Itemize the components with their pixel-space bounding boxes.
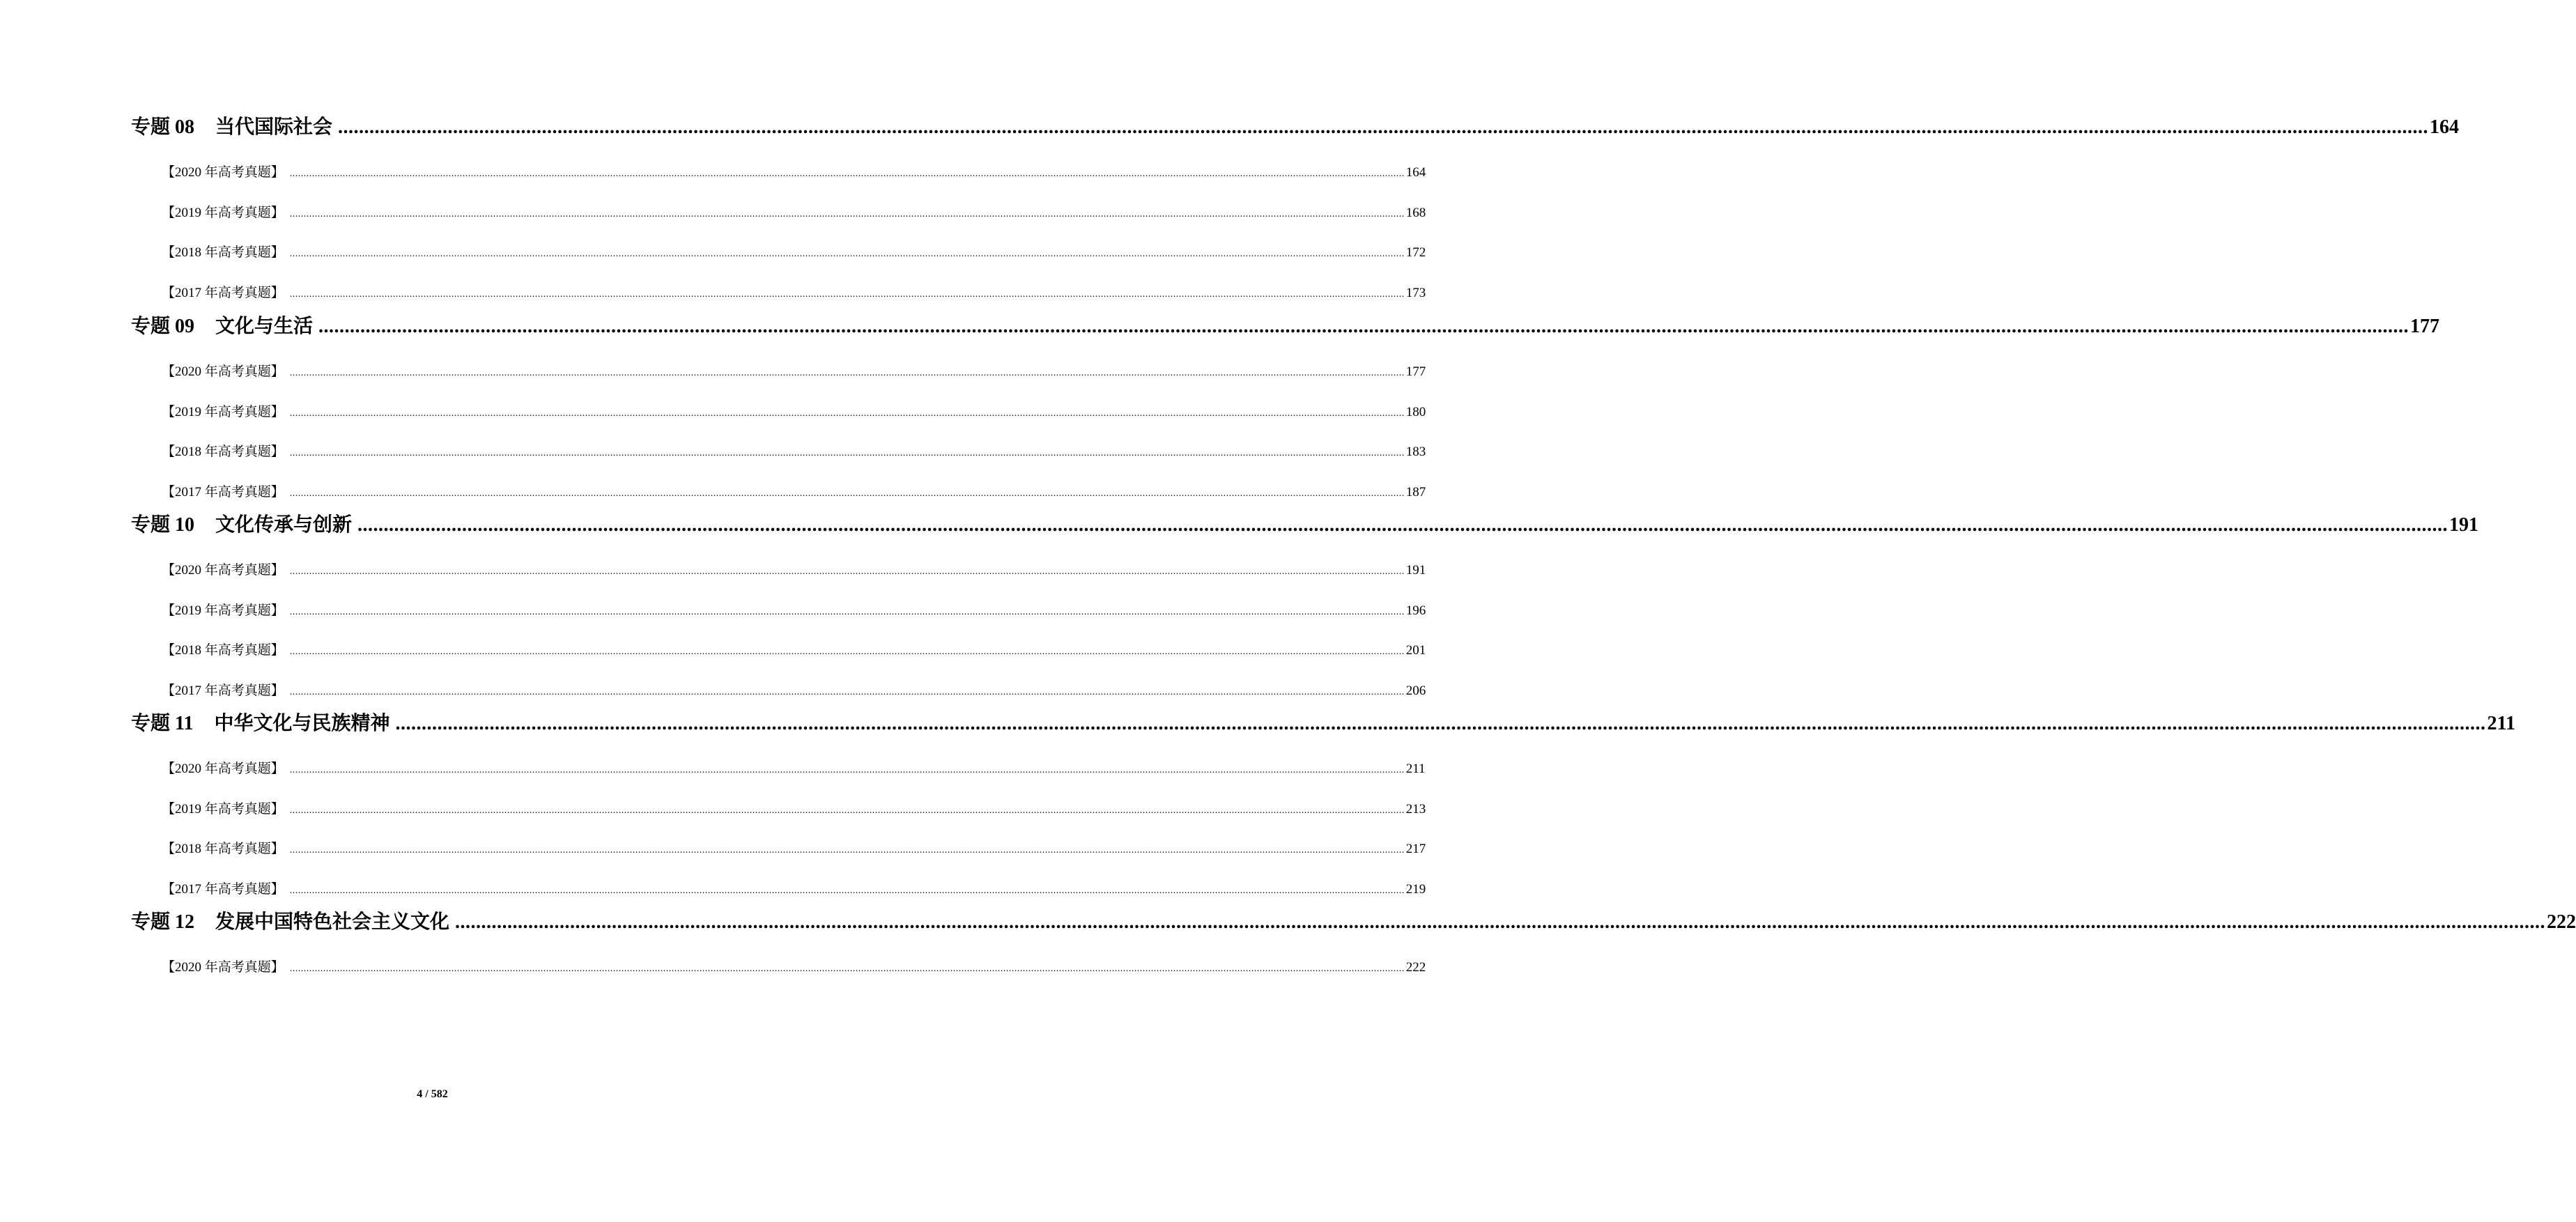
toc-section-entry[interactable] [162,242,1426,261]
dot-leader: ................................................................................................................................................................................................................................................................................................................................................................................................................ [289,885,1405,896]
chapter-page-number: 222 [2547,911,2576,933]
dot-leader: ................................................................................................................................................................................................................................................................................................................................................................................................................ [289,368,1405,378]
toc-section-entry[interactable] [162,838,1426,858]
toc-chapter-entry[interactable] [131,311,2440,339]
section-page-number: 213 [1405,801,1426,817]
chapter-title: 中华文化与民族精神 [214,713,390,734]
toc-section-entry[interactable] [162,600,1426,619]
dot-leader: ................................................................................................................................................................................................................................................................................................................................................................................................................ [455,911,2546,933]
toc-section-entry[interactable] [162,441,1426,461]
section-title: 【2017 年高考真题】 [162,881,284,897]
toc-section-entry[interactable] [162,481,1426,501]
section-title: 【2018 年高考真题】 [162,643,284,658]
section-title: 【2019 年高考真题】 [162,603,284,618]
toc-section-entry[interactable] [162,758,1426,778]
dot-leader: ................................................................................................................................................................................................................................................................................................................................................................................................................ [289,805,1405,816]
dot-leader: ................................................................................................................................................................................................................................................................................................................................................................................................................ [289,845,1405,856]
toc-section-entry[interactable] [162,202,1426,222]
toc-section-entry[interactable] [162,401,1426,421]
section-title: 【2019 年高考真题】 [162,404,284,419]
section-page-number: 164 [1405,165,1426,180]
section-title: 【2018 年高考真题】 [162,444,284,459]
toc-chapter-entry[interactable] [131,509,2479,537]
section-page-number: 201 [1405,643,1426,658]
section-title: 【2020 年高考真题】 [162,165,284,180]
section-title: 【2018 年高考真题】 [162,842,284,856]
dot-leader: ................................................................................................................................................................................................................................................................................................................................................................................................................ [289,566,1405,577]
section-title: 【2018 年高考真题】 [162,245,284,260]
toc-chapter-entry[interactable] [131,906,2576,934]
toc-chapter-entry[interactable] [131,708,2515,736]
dot-leader: ................................................................................................................................................................................................................................................................................................................................................................................................................ [289,288,1405,300]
section-title: 【2020 年高考真题】 [162,960,284,975]
toc-section-entry[interactable] [162,957,1426,976]
toc-section-entry[interactable] [162,282,1426,302]
dot-leader: ................................................................................................................................................................................................................................................................................................................................................................................................................ [318,316,2409,337]
toc-section-entry[interactable] [162,798,1426,818]
chapter-page-number: 191 [2449,514,2479,536]
dot-leader: ................................................................................................................................................................................................................................................................................................................................................................................................................ [289,686,1405,697]
section-page-number: 217 [1405,842,1426,856]
section-title: 【2019 年高考真题】 [162,801,284,817]
dot-leader: ................................................................................................................................................................................................................................................................................................................................................................................................................ [338,116,2429,138]
dot-leader: ................................................................................................................................................................................................................................................................................................................................................................................................................ [289,208,1405,219]
chapter-title: 当代国际社会 [215,116,333,138]
section-page-number: 219 [1405,881,1426,897]
toc-section-entry[interactable] [162,162,1426,181]
chapter-number: 专题 12 [131,911,195,933]
chapter-title: 发展中国特色社会主义文化 [215,911,450,933]
section-page-number: 222 [1405,960,1426,975]
dot-leader: ................................................................................................................................................................................................................................................................................................................................................................................................................ [289,249,1405,259]
section-page-number: 211 [1405,761,1426,776]
section-page-number: 180 [1405,404,1426,419]
dot-leader: ................................................................................................................................................................................................................................................................................................................................................................................................................ [395,713,2486,734]
section-page-number: 168 [1405,205,1426,220]
chapter-number: 专题 08 [131,116,195,138]
chapter-title: 文化与生活 [215,316,314,337]
page-number-footer: 4 / 582 [417,1088,448,1100]
section-page-number: 177 [1405,364,1426,379]
section-title: 【2020 年高考真题】 [162,761,284,776]
chapter-page-number: 177 [2410,316,2440,337]
section-page-number: 172 [1405,245,1426,260]
section-page-number: 173 [1405,285,1426,300]
section-page-number: 206 [1405,683,1426,698]
dot-leader: ................................................................................................................................................................................................................................................................................................................................................................................................................ [289,448,1405,458]
section-page-number: 191 [1405,563,1426,578]
chapter-page-number: 164 [2430,116,2460,138]
toc-chapter-entry[interactable] [131,111,2460,139]
chapter-number: 专题 09 [131,316,195,337]
dot-leader: ................................................................................................................................................................................................................................................................................................................................................................................................................ [289,488,1405,499]
section-title: 【2020 年高考真题】 [162,364,284,379]
dot-leader: ................................................................................................................................................................................................................................................................................................................................................................................................................ [289,964,1405,974]
toc-section-entry[interactable] [162,640,1426,659]
toc-section-entry[interactable] [162,680,1426,699]
toc-section-entry[interactable] [162,559,1426,579]
chapter-number: 专题 11 [131,713,194,734]
dot-leader: ................................................................................................................................................................................................................................................................................................................................................................................................................ [289,647,1405,657]
toc-section-entry[interactable] [162,361,1426,380]
dot-leader: ................................................................................................................................................................................................................................................................................................................................................................................................................ [289,606,1405,617]
dot-leader: ................................................................................................................................................................................................................................................................................................................................................................................................................ [289,169,1405,179]
dot-leader: ................................................................................................................................................................................................................................................................................................................................................................................................................ [357,514,2448,536]
section-title: 【2020 年高考真题】 [162,563,284,578]
section-page-number: 196 [1405,603,1426,618]
section-title: 【2019 年高考真题】 [162,205,284,220]
section-page-number: 187 [1405,484,1426,500]
chapter-title: 文化传承与创新 [215,514,353,536]
toc-section-entry[interactable] [162,879,1426,898]
section-title: 【2017 年高考真题】 [162,484,284,500]
section-title: 【2017 年高考真题】 [162,285,284,300]
section-title: 【2017 年高考真题】 [162,683,284,698]
section-page-number: 183 [1405,444,1426,459]
dot-leader: ................................................................................................................................................................................................................................................................................................................................................................................................................ [289,408,1405,419]
dot-leader: ................................................................................................................................................................................................................................................................................................................................................................................................................ [289,765,1405,775]
chapter-page-number: 211 [2487,713,2515,734]
chapter-number: 专题 10 [131,514,195,536]
